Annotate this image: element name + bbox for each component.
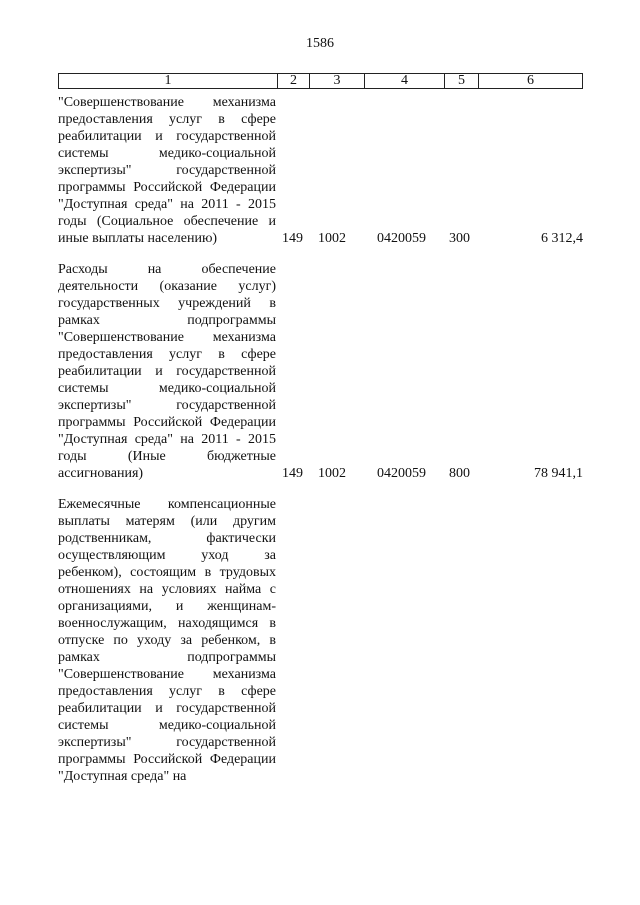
table-body [58,94,583,799]
header-col-6: 6 [478,74,582,88]
row-col-3: 1002 [318,466,346,481]
header-col-4: 4 [364,74,444,88]
header-col-1: 1 [164,73,172,88]
row-col-3: 1002 [318,231,346,246]
header-col-2: 2 [277,74,309,88]
row-description: "Совершенствование механизма предоставления услуг в сфере реабилитации и государственной системы медико-социальной экспертизы" государственной программы Российской Федерации "Доступная среда" на 2011 - 2015 годы (Социальное обеспечение и иные выплаты населению) [58,95,276,246]
table-row [58,94,583,247]
table-row [58,261,583,482]
row-col-2: 149 [282,466,303,481]
row-col-5: 300 [449,231,470,246]
header-col-5: 5 [444,74,478,88]
row-col-2: 149 [282,231,303,246]
page-number: 1586 [306,36,334,51]
table-row [58,496,583,785]
row-col-5: 800 [449,466,470,481]
header-col-3: 3 [309,74,364,88]
row-col-6: 78 941,1 [534,466,583,481]
row-description: Ежемесячные компенсационные выплаты матерям (или другим родственникам, фактически осуществляющим уход за ребенком), состоящим в трудовых отношениях на условиях найма с организациями, и женщинам-военнослужащим, находящимся в отпуске по уходу за ребенком, в рамках подпрограммы "Совершенствование механизма предоставления услуг в сфере реабилитации и государственной системы медико-социальной экспертизы" государственной программы Российской Федерации "Доступная среда" на [58,497,276,784]
row-col-4: 0420059 [377,231,426,246]
row-col-4: 0420059 [377,466,426,481]
row-description: Расходы на обеспечение деятельности (оказание услуг) государственных учреждений в рамках подпрограммы "Совершенствование механизма предоставления услуг в сфере реабилитации и государственной системы медико-социальной экспертизы" государственной программы Российской Федерации "Доступная среда" на 2011 - 2015 годы (Иные бюджетные ассигнования) [58,262,276,481]
row-col-6: 6 312,4 [541,231,583,246]
table-header [58,73,583,89]
